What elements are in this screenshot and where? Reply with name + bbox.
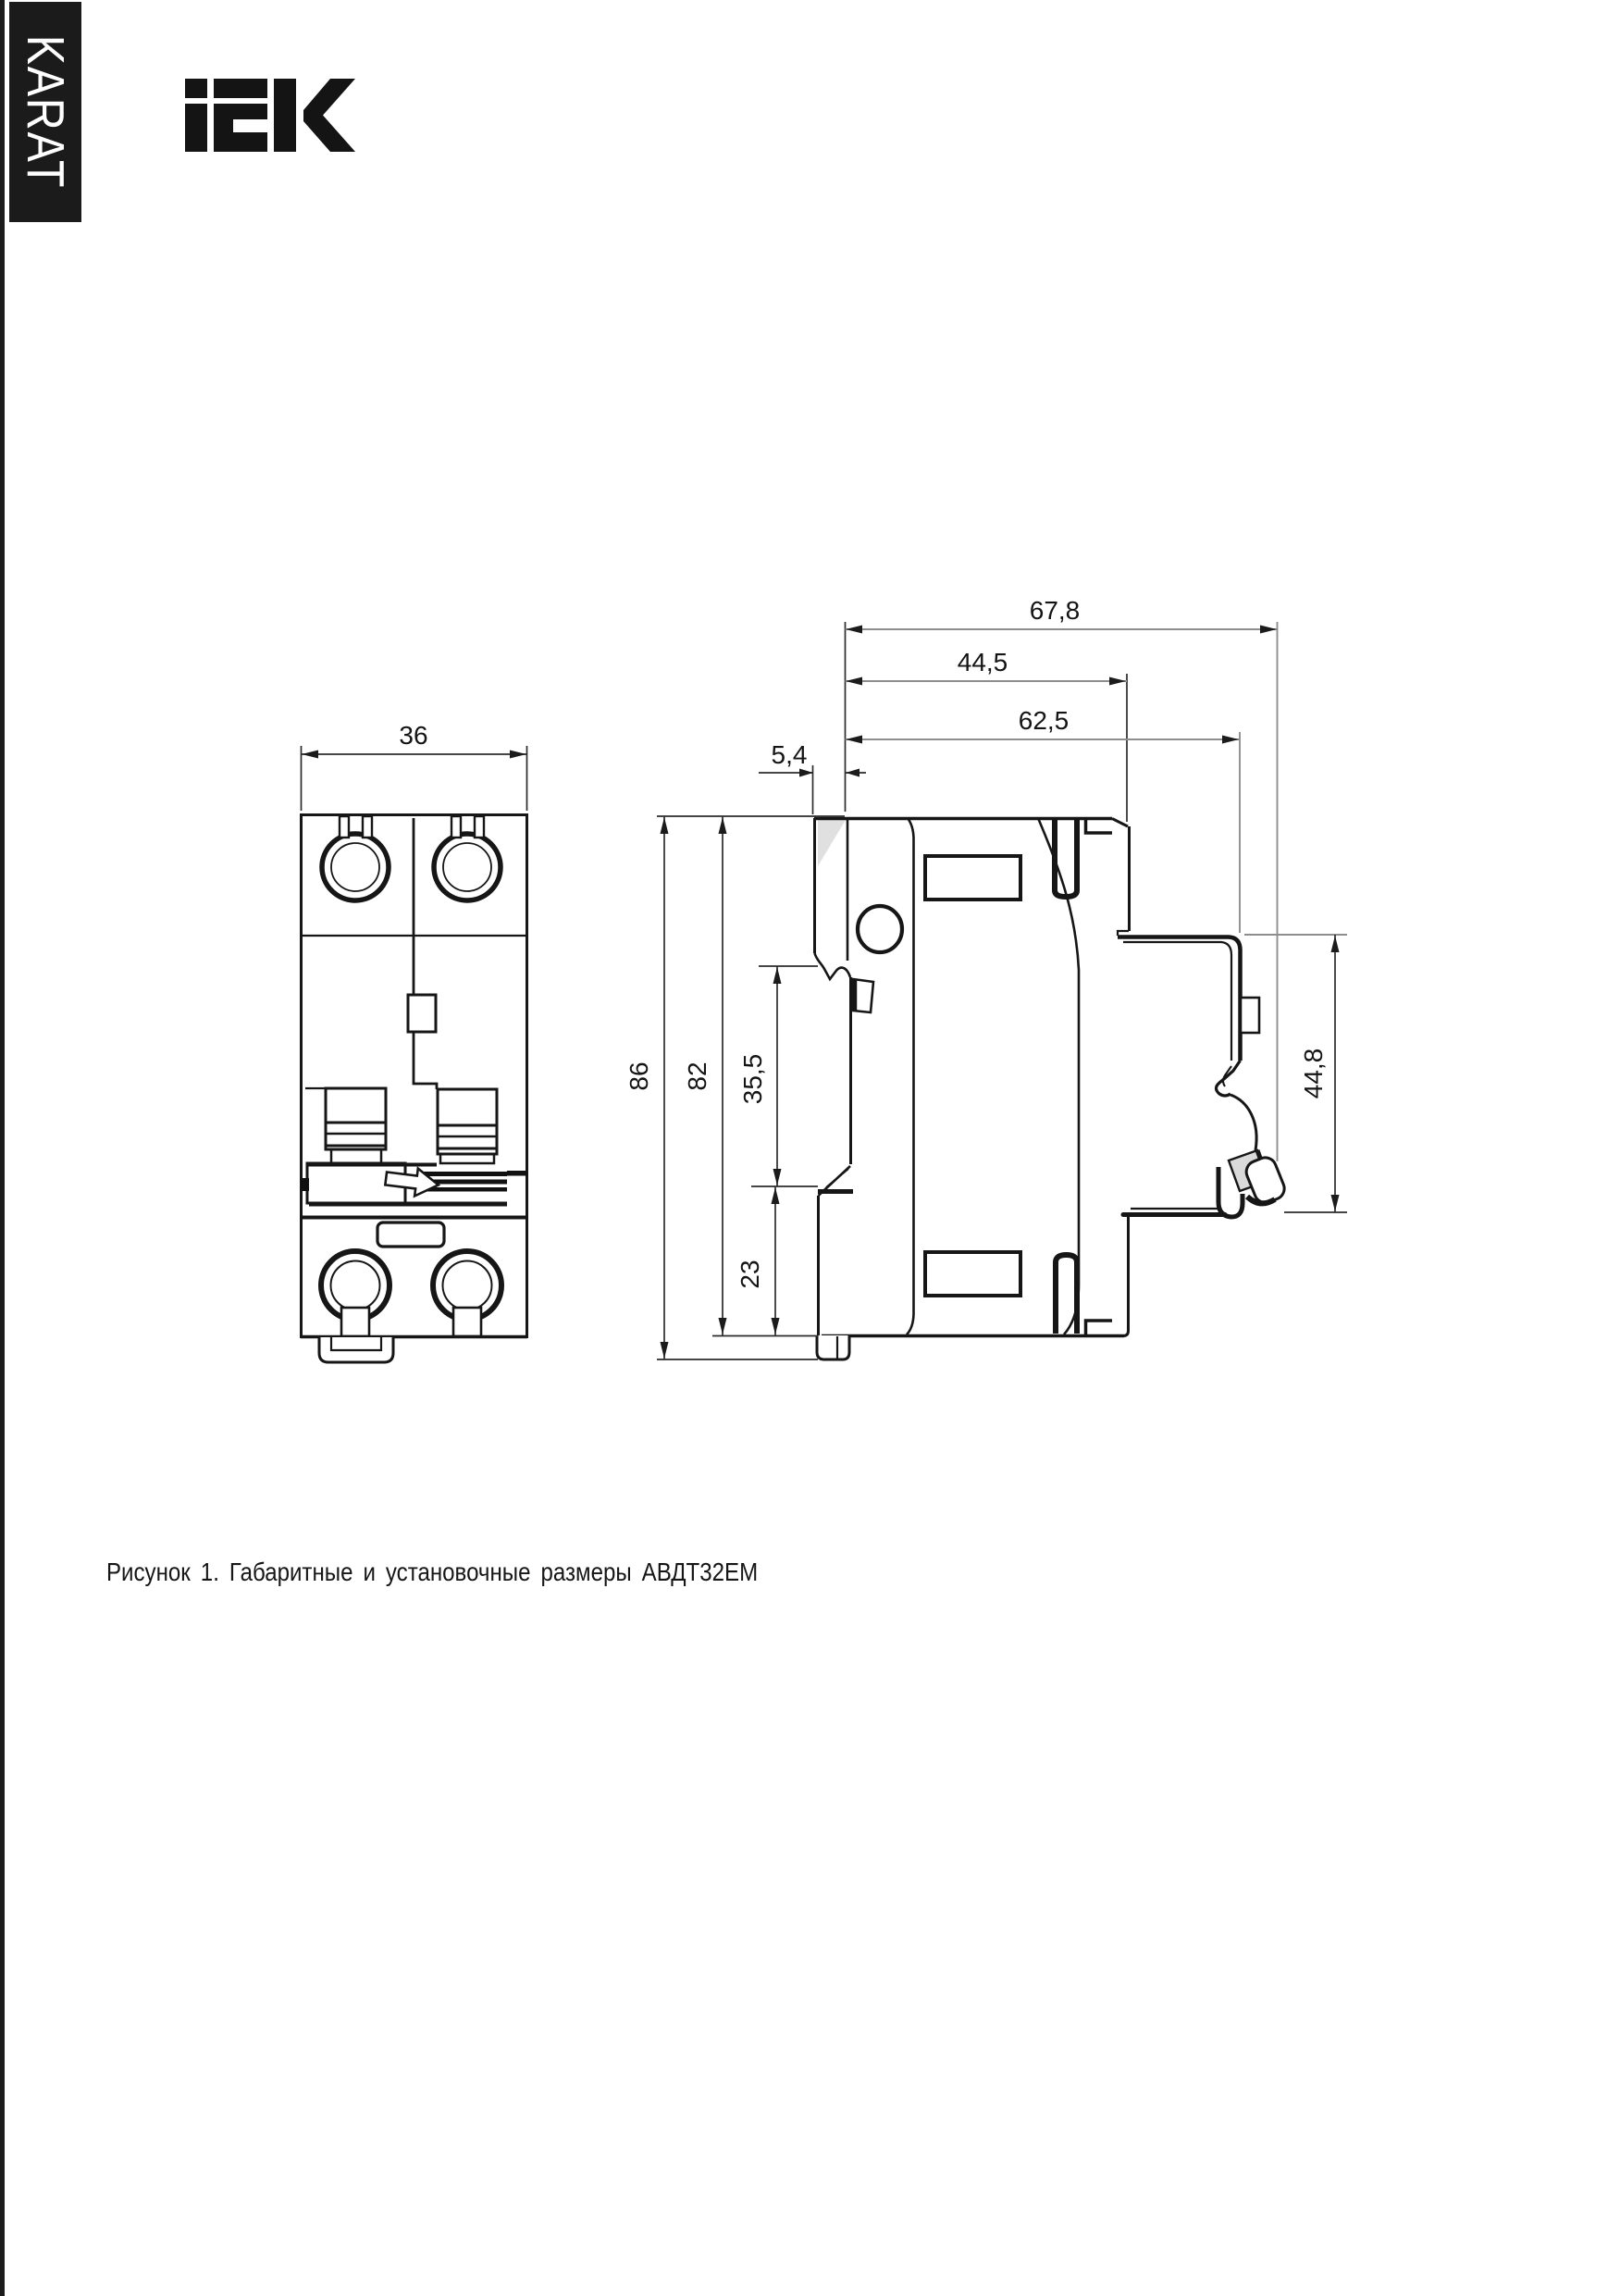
dim-front-width: 36 (399, 721, 428, 750)
dim-lower-height: 23 (736, 1260, 764, 1289)
dim-height-total: 86 (625, 1061, 653, 1091)
side-view-drawing (814, 818, 1288, 1359)
dim-front-lip: 5,4 (771, 740, 808, 769)
dim-mid-height: 35,5 (738, 1053, 767, 1105)
dim-depth-total: 67,8 (1029, 596, 1081, 625)
karat-series-label: KARAT (16, 34, 75, 190)
figure-caption: Рисунок 1. Габаритные и установочные размеры АВДТ32ЕМ (106, 1558, 759, 1586)
dim-din-height: 44,8 (1299, 1048, 1328, 1099)
dim-height-body: 82 (683, 1061, 711, 1091)
dimension-annotations (302, 596, 1348, 1359)
front-view-drawing (301, 815, 527, 1363)
test-button-profile (858, 906, 902, 952)
dim-depth-clip: 62,5 (1018, 706, 1070, 735)
dim-depth-body: 44,5 (957, 648, 1008, 676)
